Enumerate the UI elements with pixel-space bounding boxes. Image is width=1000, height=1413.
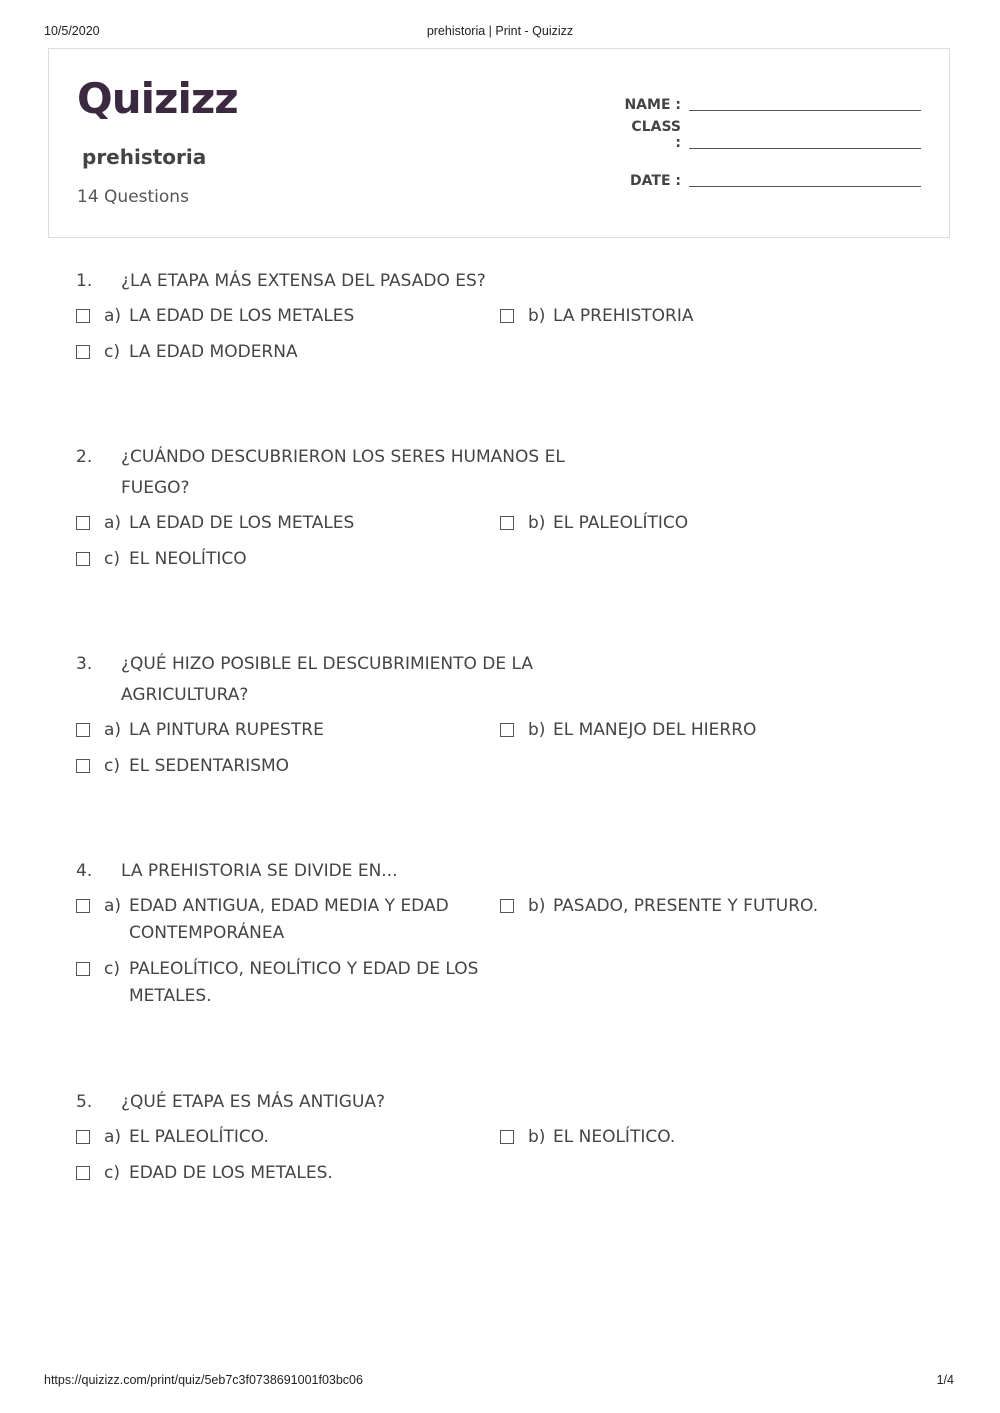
quiz-header-card [48, 48, 950, 238]
class-label: CLASS : [631, 119, 681, 151]
question-number: 5. [76, 1092, 93, 1112]
option-c[interactable] [76, 339, 500, 366]
option-letter: c) [104, 342, 120, 362]
option-text: PALEOLÍTICO, NEOLÍTICO Y EDAD DE LOS METALES. [129, 959, 479, 1006]
question-3 [76, 649, 936, 789]
checkbox-icon[interactable] [76, 1166, 90, 1180]
checkbox-icon[interactable] [76, 516, 90, 530]
option-letter: b) [528, 513, 546, 533]
quizizz-logo [77, 73, 252, 125]
question-count: 14 Questions [77, 187, 189, 207]
question-text: ¿QUÉ HIZO POSIBLE EL DESCUBRIMIENTO DE LA AGRICULTURA? [121, 654, 534, 705]
option-text: EL SEDENTARISMO [129, 756, 290, 776]
page-number: 1/4 [936, 1373, 954, 1387]
name-field[interactable] [621, 89, 921, 113]
option-letter: c) [104, 1163, 120, 1183]
option-a[interactable] [76, 510, 500, 537]
option-b[interactable] [500, 303, 924, 330]
option-letter: a) [104, 896, 122, 916]
option-a[interactable] [76, 303, 500, 330]
date-line[interactable] [689, 185, 921, 187]
option-a[interactable] [76, 717, 500, 744]
option-letter: a) [104, 306, 122, 326]
option-letter: c) [104, 549, 120, 569]
question-text: ¿QUÉ ETAPA ES MÁS ANTIGUA? [121, 1092, 386, 1112]
question-5 [76, 1087, 936, 1196]
checkbox-icon[interactable] [76, 899, 90, 913]
quiz-title: prehistoria [82, 145, 207, 169]
class-line[interactable] [689, 147, 921, 149]
question-number: 4. [76, 861, 93, 881]
option-text: EL MANEJO DEL HIERRO [553, 720, 757, 740]
question-text: ¿CUÁNDO DESCUBRIERON LOS SERES HUMANOS EL FUEGO? [121, 447, 565, 498]
option-text: LA PINTURA RUPESTRE [129, 720, 324, 740]
option-letter: a) [104, 513, 122, 533]
question-number: 3. [76, 654, 93, 674]
option-text: EDAD DE LOS METALES. [129, 1163, 333, 1183]
name-line[interactable] [689, 109, 921, 111]
option-text: PASADO, PRESENTE Y FUTURO. [553, 896, 819, 916]
option-a[interactable] [76, 1124, 500, 1151]
option-letter: b) [528, 1127, 546, 1147]
option-letter: a) [104, 720, 122, 740]
checkbox-icon[interactable] [500, 309, 514, 323]
checkbox-icon[interactable] [500, 1130, 514, 1144]
option-c[interactable] [76, 546, 500, 573]
class-field[interactable] [621, 119, 921, 151]
checkbox-icon[interactable] [76, 1130, 90, 1144]
date-label: DATE : [630, 173, 681, 189]
option-text: LA EDAD MODERNA [129, 342, 298, 362]
checkbox-icon[interactable] [76, 962, 90, 976]
svg-text:Quizizz: Quizizz [77, 74, 238, 123]
option-c[interactable] [76, 956, 500, 1010]
option-letter: c) [104, 756, 120, 776]
option-letter: a) [104, 1127, 122, 1147]
question-number: 1. [76, 271, 93, 291]
checkbox-icon[interactable] [500, 516, 514, 530]
print-page-title: prehistoria | Print - Quizizz [426, 24, 574, 38]
name-label: NAME : [624, 97, 681, 113]
checkbox-icon[interactable] [500, 899, 514, 913]
option-b[interactable] [500, 1124, 924, 1151]
option-text: EL PALEOLÍTICO. [129, 1127, 269, 1147]
option-text: EL PALEOLÍTICO [553, 513, 689, 533]
option-b[interactable] [500, 893, 924, 947]
question-number: 2. [76, 447, 93, 467]
option-text: EL NEOLÍTICO. [553, 1127, 676, 1147]
date-field[interactable] [621, 165, 921, 189]
option-b[interactable] [500, 510, 924, 537]
option-text: EDAD ANTIGUA, EDAD MEDIA Y EDAD CONTEMPORÁNEA [129, 896, 449, 943]
print-date: 10/5/2020 [44, 24, 100, 38]
checkbox-icon[interactable] [76, 759, 90, 773]
option-letter: b) [528, 306, 546, 326]
checkbox-icon[interactable] [500, 723, 514, 737]
option-b[interactable] [500, 717, 924, 744]
option-text: LA EDAD DE LOS METALES [129, 306, 355, 326]
checkbox-icon[interactable] [76, 309, 90, 323]
option-text: EL NEOLÍTICO [129, 549, 247, 569]
option-letter: c) [104, 959, 120, 979]
print-url: https://quizizz.com/print/quiz/5eb7c3f0738691001f03bc06 [44, 1373, 363, 1387]
option-a[interactable] [76, 893, 500, 947]
question-text: ¿LA ETAPA MÁS EXTENSA DEL PASADO ES? [121, 271, 486, 291]
option-text: LA EDAD DE LOS METALES [129, 513, 355, 533]
option-c[interactable] [76, 1160, 500, 1187]
option-letter: b) [528, 896, 546, 916]
checkbox-icon[interactable] [76, 552, 90, 566]
option-letter: b) [528, 720, 546, 740]
question-text: LA PREHISTORIA SE DIVIDE EN... [121, 861, 398, 881]
question-2 [76, 442, 936, 582]
checkbox-icon[interactable] [76, 723, 90, 737]
question-1 [76, 266, 936, 375]
checkbox-icon[interactable] [76, 345, 90, 359]
option-c[interactable] [76, 753, 500, 780]
option-text: LA PREHISTORIA [553, 306, 694, 326]
question-4 [76, 856, 936, 1019]
